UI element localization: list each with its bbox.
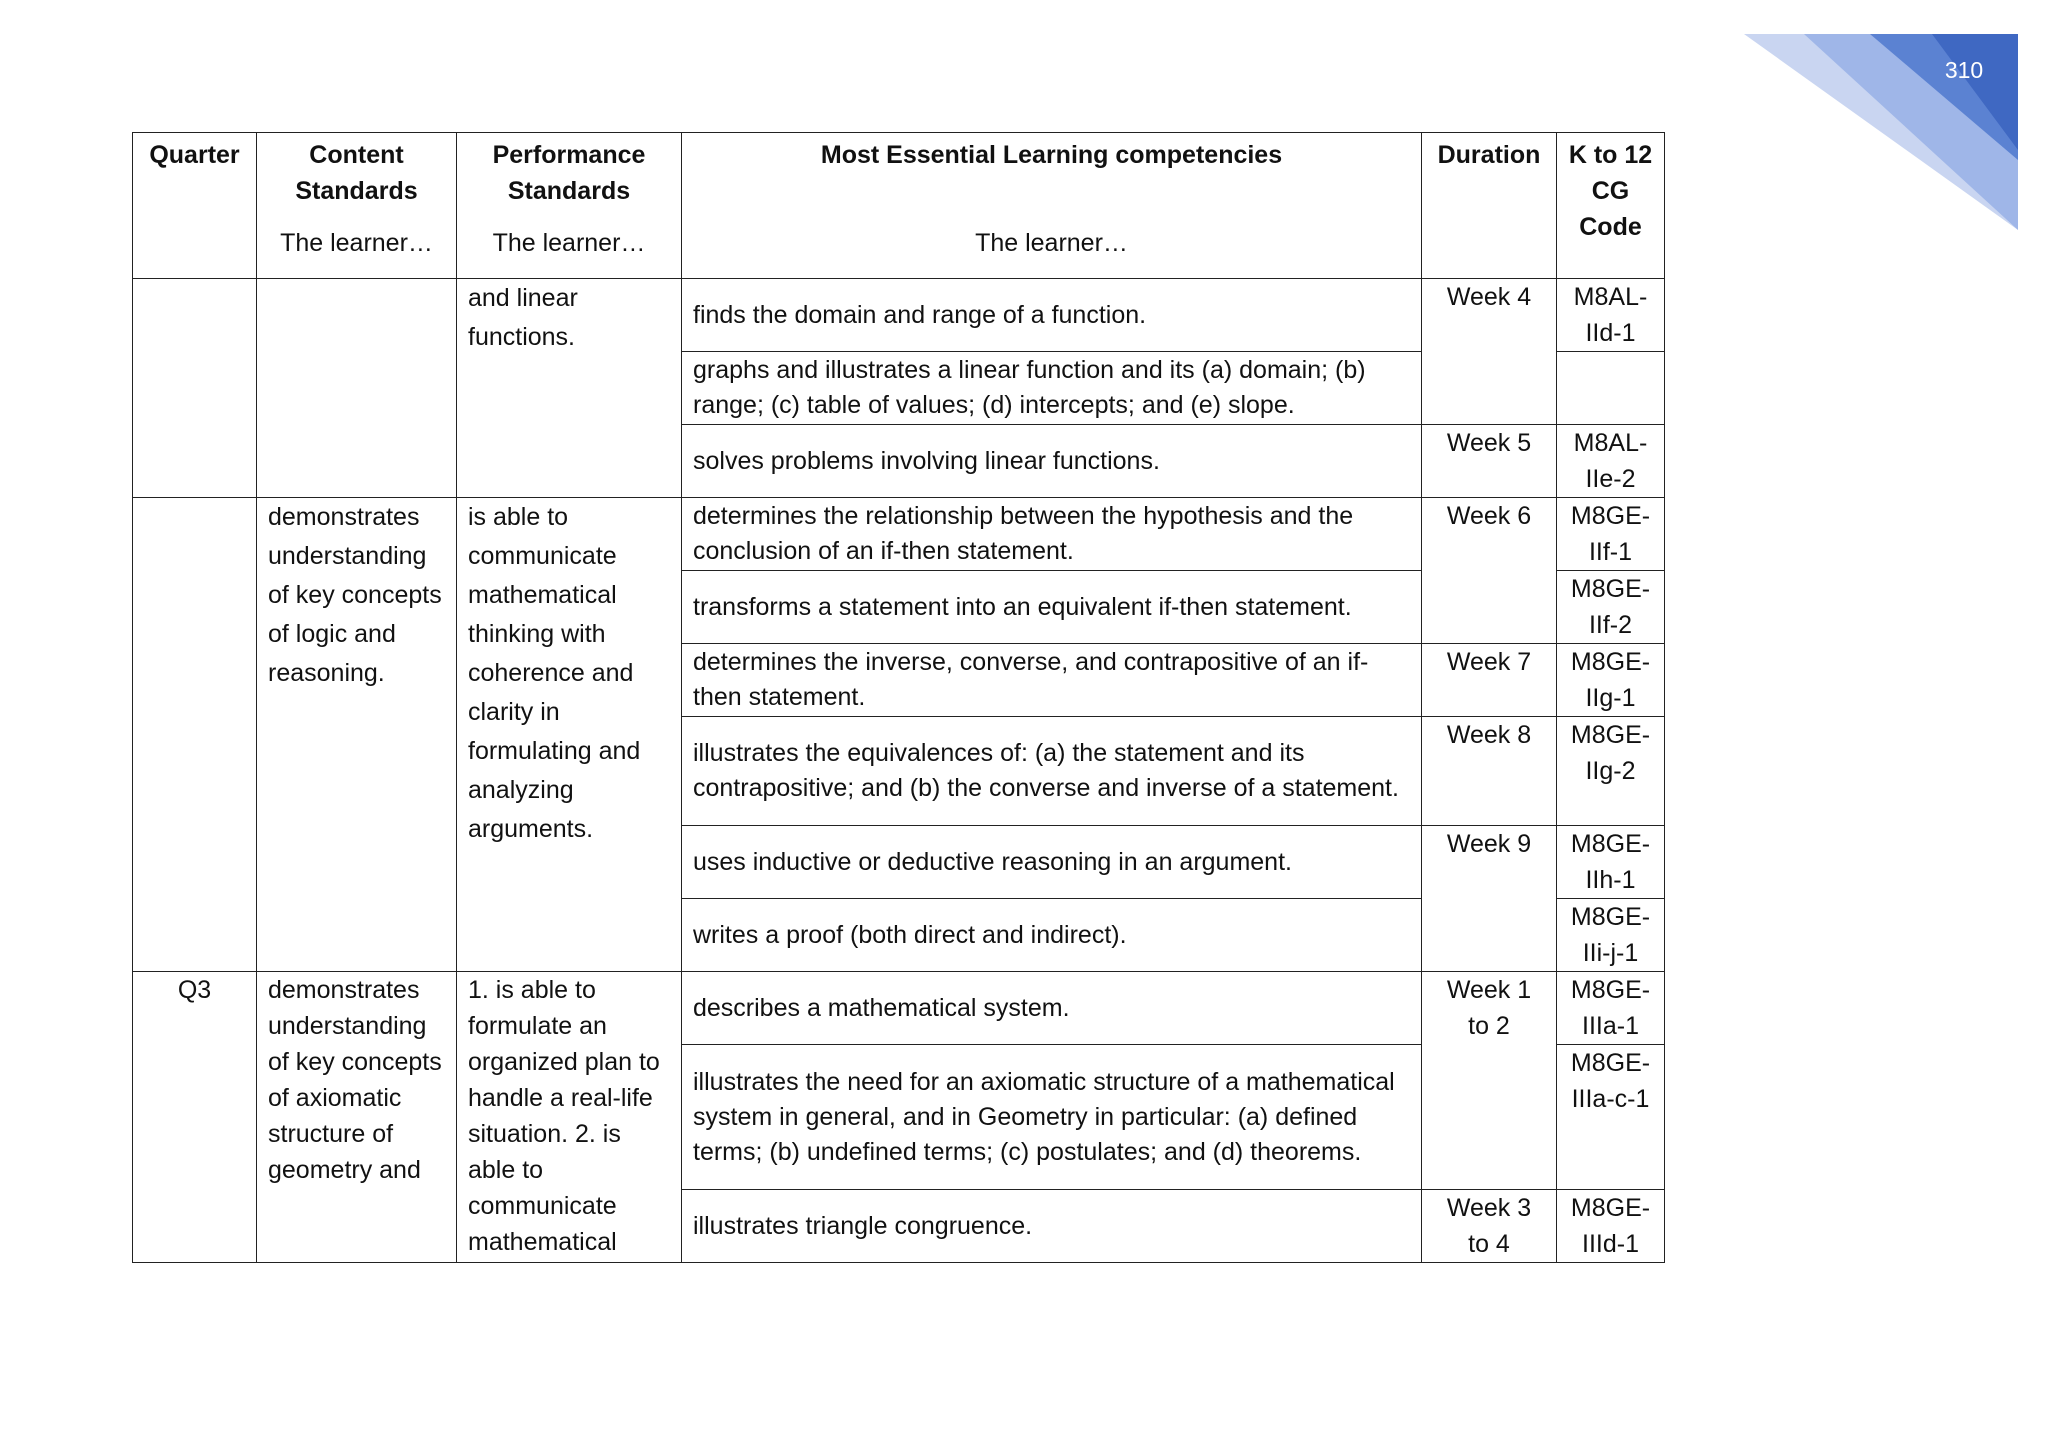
corner-decoration	[1700, 0, 2048, 240]
header-content-standards: Content Standards The learner…	[257, 133, 457, 279]
code-cell: M8GE-IIg-1	[1557, 644, 1665, 717]
code-cell	[1557, 352, 1665, 425]
content-standard-cell: demonstrates understanding of key concepts of axiomatic structure of geometry and	[257, 972, 457, 1263]
header-melc-sub: The learner…	[975, 229, 1128, 257]
curriculum-table	[132, 132, 1665, 1263]
competency-cell: writes a proof (both direct and indirect).	[682, 899, 1422, 972]
duration-cell: Week 4	[1422, 279, 1557, 425]
performance-standard-cell: is able to communicate mathematical thinking with coherence and clarity in formulating and analyzing arguments.	[457, 498, 682, 972]
performance-standard-cell: and linear functions.	[457, 279, 682, 498]
header-duration: Duration	[1422, 133, 1557, 279]
competency-cell: illustrates the equivalences of: (a) the statement and its contrapositive; and (b) the converse and inverse of a statement.	[682, 717, 1422, 826]
code-cell: M8GE-IIg-2	[1557, 717, 1665, 826]
code-cell: M8GE-IIh-1	[1557, 826, 1665, 899]
content-standard-cell	[257, 279, 457, 498]
duration-cell: Week 8	[1422, 717, 1557, 826]
duration-cell: Week 5	[1422, 425, 1557, 498]
code-cell: M8AL-IId-1	[1557, 279, 1665, 352]
competency-cell: determines the relationship between the hypothesis and the conclusion of an if-then statement.	[682, 498, 1422, 571]
competency-cell: graphs and illustrates a linear function and its (a) domain; (b) range; (c) table of values; (d) intercepts; and (e) slope.	[682, 352, 1422, 425]
competency-cell: solves problems involving linear functions.	[682, 425, 1422, 498]
competency-cell: illustrates the need for an axiomatic structure of a mathematical system in general, and in Geometry in particular: (a) defined terms; (b) undefined terms; (c) postulates; and (d) theorems.	[682, 1045, 1422, 1190]
table-row	[133, 972, 1665, 1045]
performance-standard-cell: 1. is able to formulate an organized plan to handle a real-life situation. 2. is able to communicate mathematical	[457, 972, 682, 1263]
table-row	[133, 498, 1665, 571]
header-content-sub: The learner…	[280, 229, 433, 257]
code-cell: M8GE-IIIa-1	[1557, 972, 1665, 1045]
content-standard-cell: demonstrates understanding of key concepts of logic and reasoning.	[257, 498, 457, 972]
competency-cell: uses inductive or deductive reasoning in an argument.	[682, 826, 1422, 899]
code-cell: M8AL-IIe-2	[1557, 425, 1665, 498]
duration-cell: Week 3 to 4	[1422, 1190, 1557, 1263]
header-performance-sub: The learner…	[492, 229, 646, 257]
competency-cell: determines the inverse, converse, and contrapositive of an if-then statement.	[682, 644, 1422, 717]
competency-cell: transforms a statement into an equivalent if-then statement.	[682, 571, 1422, 644]
code-cell: M8GE-IIf-1	[1557, 498, 1665, 571]
code-cell: M8GE-IIf-2	[1557, 571, 1665, 644]
header-performance-standards: Performance Standards The learner…	[457, 133, 682, 279]
duration-cell: Week 6	[1422, 498, 1557, 644]
code-cell: M8GE-IIi-j-1	[1557, 899, 1665, 972]
code-cell: M8GE-IIId-1	[1557, 1190, 1665, 1263]
competency-cell: describes a mathematical system.	[682, 972, 1422, 1045]
table-row	[133, 279, 1665, 352]
quarter-cell	[133, 279, 257, 498]
duration-cell: Week 9	[1422, 826, 1557, 972]
quarter-cell	[133, 498, 257, 972]
code-cell: M8GE-IIIa-c-1	[1557, 1045, 1665, 1190]
duration-cell: Week 7	[1422, 644, 1557, 717]
header-quarter: Quarter	[133, 133, 257, 279]
competency-cell: illustrates triangle congruence.	[682, 1190, 1422, 1263]
header-melc: Most Essential Learning competencies The learner…	[682, 133, 1422, 279]
page-number: 310	[1944, 57, 1984, 83]
header-row	[133, 133, 1665, 279]
duration-cell: Week 1 to 2	[1422, 972, 1557, 1190]
competency-cell: finds the domain and range of a function.	[682, 279, 1422, 352]
header-code: K to 12 CG Code	[1557, 133, 1665, 279]
quarter-cell: Q3	[133, 972, 257, 1263]
